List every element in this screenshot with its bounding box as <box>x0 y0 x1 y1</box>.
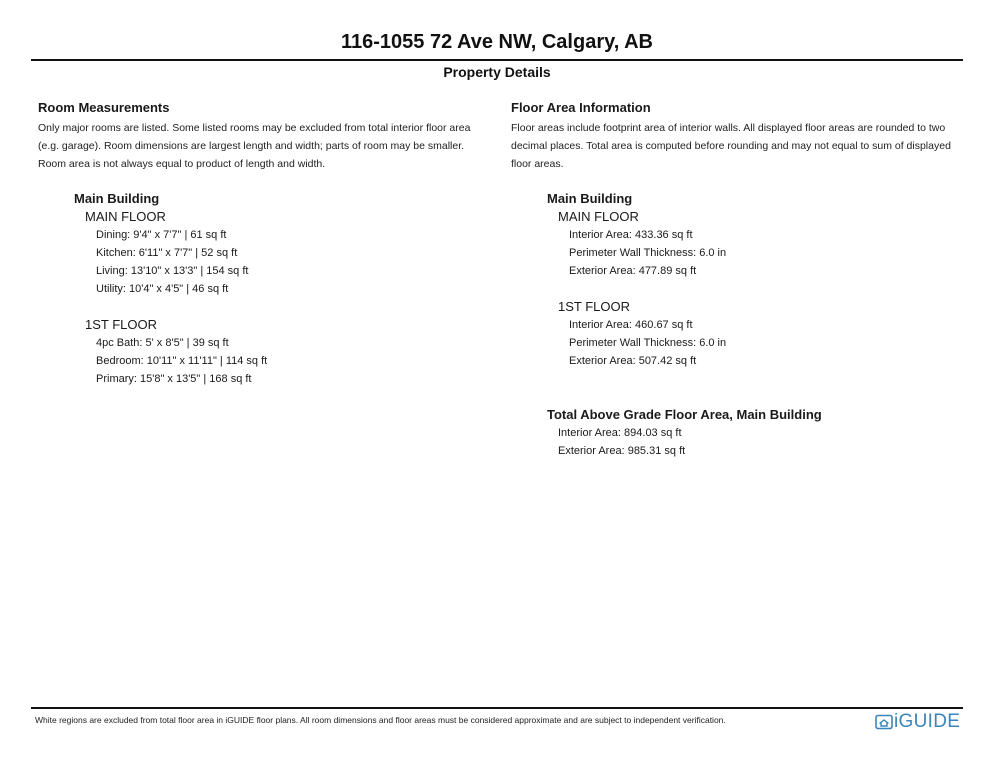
area-building-name: Main Building <box>547 191 633 206</box>
iguide-logo-text: iGUIDE <box>894 711 961 732</box>
room-item: Dining: 9'4" x 7'7" | 61 sq ft <box>96 229 227 241</box>
area-item: Interior Area: 460.67 sq ft <box>569 319 693 331</box>
total-area-item: Interior Area: 894.03 sq ft <box>558 427 682 439</box>
footer-disclaimer: White regions are excluded from total floor area in iGUIDE floor plans. All room dimensions and floor areas must be considered approximate and are subject to independent verification. <box>35 715 726 725</box>
area-floor-name: MAIN FLOOR <box>558 209 639 224</box>
area-item: Exterior Area: 477.89 sq ft <box>569 265 697 277</box>
room-item: Primary: 15'8" x 13'5" | 168 sq ft <box>96 373 252 385</box>
room-item: 4pc Bath: 5' x 8'5" | 39 sq ft <box>96 337 229 349</box>
iguide-logo <box>875 711 960 733</box>
area-item: Exterior Area: 507.42 sq ft <box>569 355 697 367</box>
room-measurements-description: Only major rooms are listed. Some listed rooms may be excluded from total interior floor area (e.g. garage). Room dimensions are largest length and width; parts of room may be smaller. Room area is not always equal to product of length and width. <box>38 122 471 170</box>
page-subtitle: Property Details <box>443 64 551 80</box>
room-item: Utility: 10'4" x 4'5" | 46 sq ft <box>96 283 229 295</box>
area-item: Perimeter Wall Thickness: 6.0 in <box>569 337 727 349</box>
floor-area-title: Floor Area Information <box>511 100 651 115</box>
floor-area-section <box>511 100 966 460</box>
room-item: Bedroom: 10'11" x 11'11" | 114 sq ft <box>96 355 268 367</box>
room-item: Living: 13'10" x 13'3" | 154 sq ft <box>96 265 249 277</box>
floor-area-description: Floor areas include footprint area of interior walls. All displayed floor areas are rounded to two decimal places. Total area is computed before rounding and may not equal to sum of displayed floor areas. <box>511 122 951 170</box>
room-building-name: Main Building <box>74 191 160 206</box>
header-divider <box>31 59 963 61</box>
area-item: Interior Area: 433.36 sq ft <box>569 229 693 241</box>
room-measurements-section <box>38 100 493 388</box>
total-area-title: Total Above Grade Floor Area, Main Building <box>547 407 822 422</box>
area-item: Perimeter Wall Thickness: 6.0 in <box>569 247 727 259</box>
room-floor-name: 1ST FLOOR <box>85 317 158 332</box>
room-item: Kitchen: 6'11" x 7'7" | 52 sq ft <box>96 247 238 259</box>
page-title: 116-1055 72 Ave NW, Calgary, AB <box>340 31 653 53</box>
iguide-logo-icon <box>875 714 893 730</box>
total-area-item: Exterior Area: 985.31 sq ft <box>558 445 686 457</box>
footer-divider <box>31 707 963 709</box>
room-measurements-title: Room Measurements <box>38 100 170 115</box>
area-floor-name: 1ST FLOOR <box>558 299 631 314</box>
room-floor-name: MAIN FLOOR <box>85 209 166 224</box>
